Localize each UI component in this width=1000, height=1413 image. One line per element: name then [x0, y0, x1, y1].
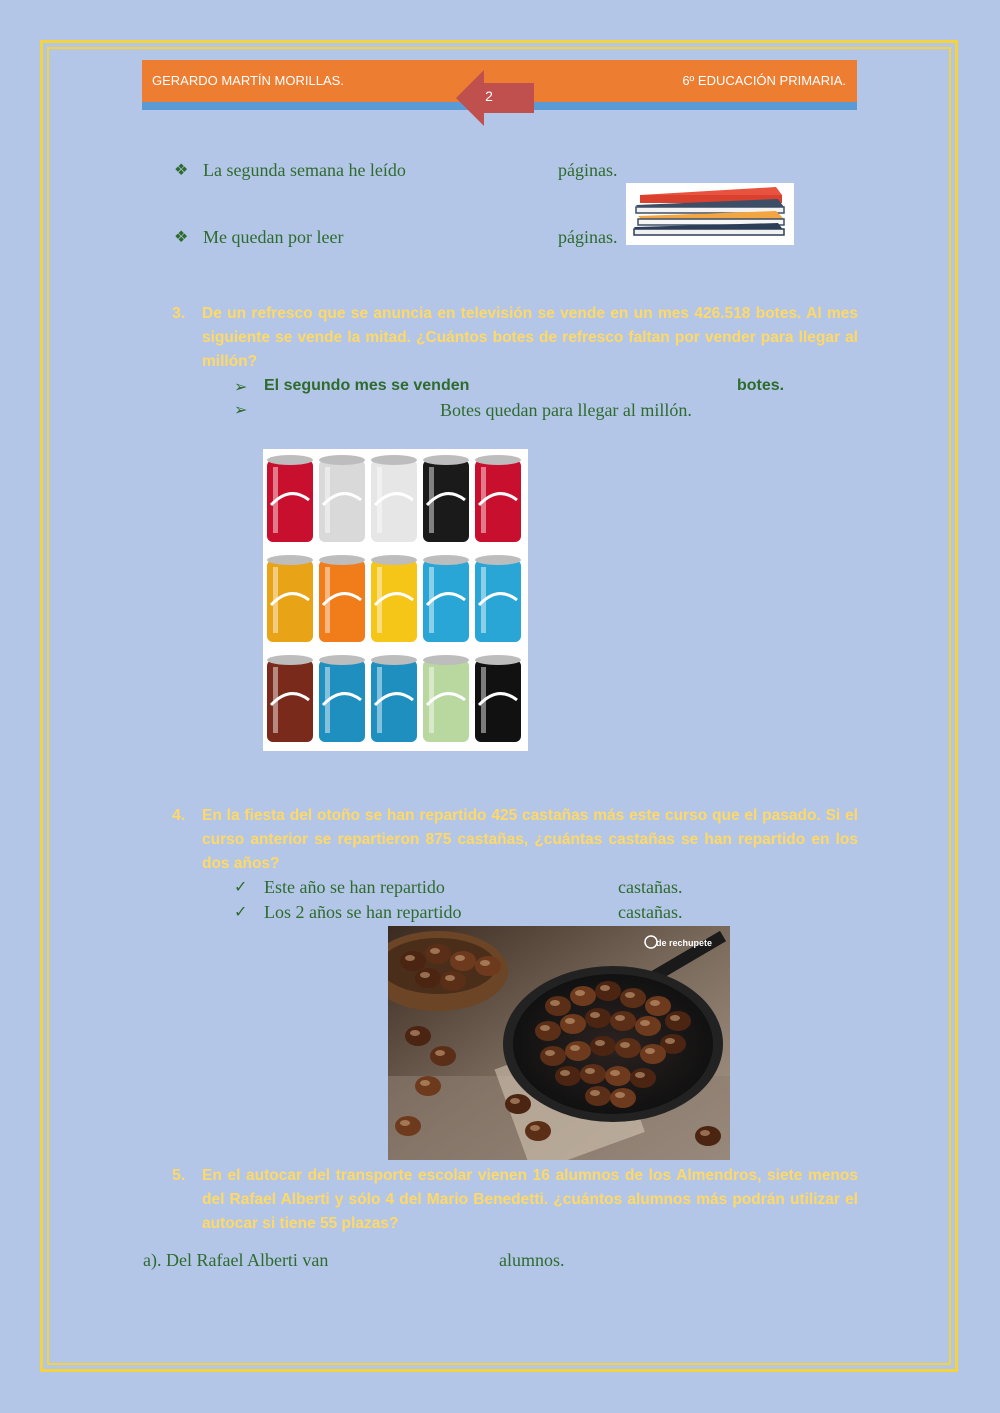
q4-answer2-left: Los 2 años se han repartido	[264, 902, 462, 922]
chestnut-shape	[695, 1126, 721, 1146]
diamond-bullet-icon: ❖	[174, 229, 189, 246]
question-4-number: 4.	[172, 807, 186, 824]
chestnut-shape	[400, 951, 426, 971]
chestnut-shape	[640, 1044, 666, 1064]
chestnut-shape	[475, 956, 501, 976]
chestnuts-image	[388, 926, 730, 1160]
bullet-1-right: páginas.	[558, 160, 618, 180]
chestnut-shape	[540, 1046, 566, 1066]
chestnut-shape	[585, 1086, 611, 1106]
chestnut-shape	[595, 981, 621, 1001]
diamond-bullet-icon: ❖	[174, 162, 189, 179]
bullet-2-left: Me quedan por leer	[203, 227, 344, 247]
chestnut-shape	[415, 968, 441, 988]
chestnut-shape	[395, 1116, 421, 1136]
question-5-number: 5.	[172, 1167, 186, 1184]
chestnut-shape	[580, 1064, 606, 1084]
chestnut-shape	[425, 944, 451, 964]
chestnut-shape	[405, 1026, 431, 1046]
question-4-text: En la fiesta del otoño se han repartido 425 castañas más este curso que el pasado. Si el curso anterior se repartieron 875 castañas, ¿cuántas castañas se han repartido en los dos años?	[202, 807, 858, 872]
chestnut-shape	[610, 1088, 636, 1108]
q4-answer2-right: castañas.	[618, 902, 683, 922]
chestnut-shape	[665, 1011, 691, 1031]
question-3-number: 3.	[172, 305, 186, 322]
page-number: 2	[485, 88, 493, 104]
chestnut-shape	[565, 1041, 591, 1061]
chestnut-shape	[545, 996, 571, 1016]
chestnut-shape	[620, 988, 646, 1008]
chestnut-shape	[615, 1038, 641, 1058]
header-author: GERARDO MARTÍN MORILLAS.	[152, 73, 344, 88]
bullet-2-right: páginas.	[558, 227, 618, 247]
question-3-text: De un refresco que se anuncia en televisión se vende en un mes 426.518 botes. Al mes siguiente se vende la mitad. ¿Cuántos botes de refresco faltan por vender para llegar al millón?	[202, 305, 858, 370]
chestnut-shape	[415, 1076, 441, 1096]
chestnut-shape	[560, 1014, 586, 1034]
chestnut-shape	[570, 986, 596, 1006]
chestnut-shape	[440, 971, 466, 991]
question-5	[172, 1164, 858, 1236]
question-3	[172, 302, 858, 374]
chestnut-shape	[630, 1068, 656, 1088]
q3-answer1-right: botes.	[737, 377, 785, 394]
chestnut-shape	[590, 1036, 616, 1056]
chestnut-shape	[430, 1046, 456, 1066]
q5-answer-a-left: a). Del Rafael Alberti van	[143, 1250, 329, 1270]
chestnut-shape	[450, 951, 476, 971]
chestnut-shape	[505, 1094, 531, 1114]
question-4	[172, 804, 858, 876]
question-5-text: En el autocar del transporte escolar vienen 16 alumnos de los Almendros, siete menos del Rafael Alberti y sólo 4 del Mario Benedetti. ¿cuántos alumnos más podrán utilizar el autocar si tiene 55 plazas?	[202, 1167, 858, 1232]
check-bullet-icon: ✓	[234, 879, 248, 896]
q3-answer2: Botes quedan para llegar al millón.	[440, 400, 692, 420]
q4-answer1-left: Este año se han repartido	[264, 877, 445, 897]
arrow-bullet-icon: ➢	[234, 379, 248, 396]
header-course: 6º EDUCACIÓN PRIMARIA.	[682, 73, 846, 88]
q4-answer1-right: castañas.	[618, 877, 683, 897]
q5-answer-a-right: alumnos.	[499, 1250, 565, 1270]
chestnut-shape	[555, 1066, 581, 1086]
chestnut-shape	[525, 1121, 551, 1141]
q3-answer1-left: El segundo mes se venden	[264, 377, 470, 394]
chestnut-shape	[535, 1021, 561, 1041]
chestnut-shape	[585, 1008, 611, 1028]
chestnut-shape	[635, 1016, 661, 1036]
chestnut-shape	[645, 996, 671, 1016]
bullet-1-left: La segunda semana he leído	[203, 160, 406, 180]
check-bullet-icon: ✓	[234, 904, 248, 921]
arrow-bullet-icon: ➢	[234, 402, 248, 419]
watermark-label: de rechupete	[655, 938, 713, 948]
chestnut-shape	[605, 1066, 631, 1086]
soda-cans-image	[263, 449, 528, 751]
chestnut-shape	[610, 1011, 636, 1031]
books-image	[626, 183, 794, 245]
